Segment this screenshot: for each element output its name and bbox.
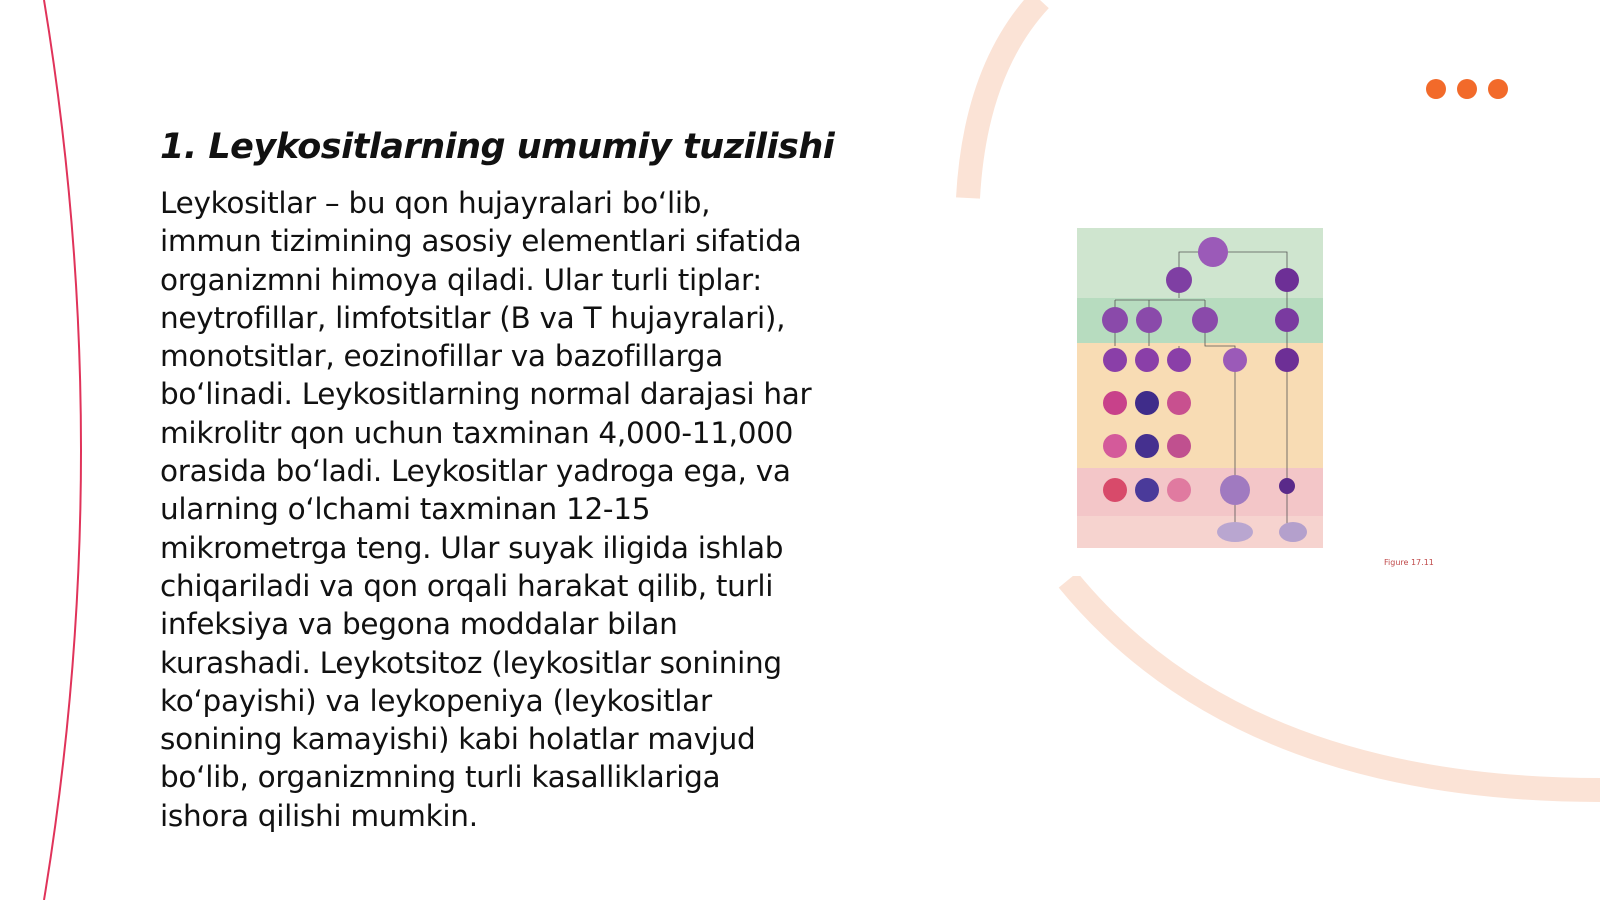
three-dots-icon bbox=[1426, 79, 1508, 99]
arc-top bbox=[968, 0, 1040, 198]
left-accent-curve bbox=[44, 0, 81, 900]
dot-3 bbox=[1488, 79, 1508, 99]
dot-1 bbox=[1426, 79, 1446, 99]
dot-2 bbox=[1457, 79, 1477, 99]
slide-body-text: Leykositlar – bu qon hujayralari bo‘lib, immun tizimining asosiy elementlari sifatida organizmni himoya qiladi. Ular turli tiplar: neytrofillar, limfotsitlar (B va T hujayralari), monotsitlar, eozinofillar va bazofillarga bo‘linadi. Leykositlarning normal darajasi har mikrolitr qon uchun taxminan 4,000-11,000 orasida bo‘ladi. Leykositlar yadroga ega, va ularning o‘lchami taxminan 12-15 mikrometrga teng. Ular suyak iligida ishlab chiqariladi va qon orqali harakat qilib, turli infeksiya va begona moddalar bilan kurashadi. Leykotsitoz (leykositlar sonining ko‘payishi) va leykopeniya (leykositlar sonining kamayishi) kabi holatlar mavjud bo‘lib, organizmning turli kasalliklariga ishora qilishi mumkin. bbox=[160, 186, 812, 833]
arc-bottom bbox=[1068, 580, 1600, 790]
slide-title: 1. Leykositlarning umumiy tuzilishi bbox=[160, 127, 835, 168]
leukocyte-lineage-figure bbox=[1077, 228, 1323, 548]
figure-caption: Figure 17.11 bbox=[1384, 558, 1434, 567]
